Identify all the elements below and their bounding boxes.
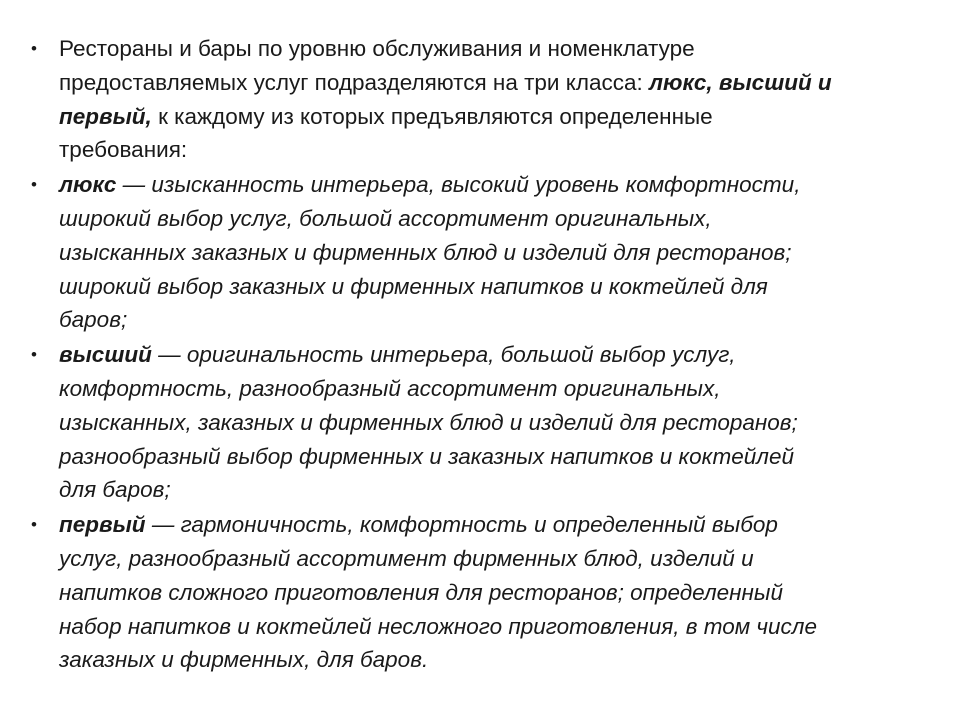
text-line <box>59 303 931 337</box>
text-segment: широкий выбор заказных и фирменных напитков и коктейлей для <box>59 273 768 299</box>
text-line <box>59 473 931 507</box>
term-emphasis: люкс <box>59 172 117 198</box>
text-segment: заказных и фирменных, для баров. <box>59 647 429 673</box>
text-line <box>59 236 931 270</box>
text-line <box>59 32 931 66</box>
text-line <box>59 643 931 677</box>
text-line <box>59 372 931 406</box>
text-segment: — изысканность интерьера, высокий уровень комфортности, <box>116 172 801 198</box>
text-segment: комфортность, разнообразный ассортимент оригинальных, <box>59 375 721 401</box>
text-line <box>59 133 931 167</box>
term-emphasis: люкс, высший и <box>649 69 832 95</box>
text-segment: разнообразный выбор фирменных и заказных напитков и коктейлей <box>59 443 795 469</box>
text-segment: требования: <box>59 137 188 163</box>
bullet-dot-icon: • <box>31 175 37 195</box>
text-segment: — гармоничность, комфортность и определенный выбор <box>145 512 778 538</box>
text-segment: изысканных, заказных и фирменных блюд и изделий для ресторанов; <box>59 409 798 435</box>
text-line <box>59 610 931 644</box>
bullet-dot-icon: • <box>31 39 37 58</box>
term-emphasis: первый, <box>59 103 152 129</box>
bullet-item <box>31 32 931 167</box>
text-segment: предоставляемых услуг подразделяются на три класса: <box>59 69 649 95</box>
text-segment: услуг, разнообразный ассортимент фирменных блюд, изделий и <box>59 545 754 571</box>
text-line <box>59 406 931 440</box>
text-line <box>59 66 931 100</box>
term-emphasis: первый <box>59 512 146 538</box>
text-line <box>59 270 931 304</box>
bullet-list <box>31 32 931 678</box>
text-segment: набор напитков и коктейлей несложного приготовления, в том числе <box>59 613 818 639</box>
text-segment: изысканных заказных и фирменных блюд и изделий для ресторанов; <box>59 239 792 265</box>
bullet-item <box>31 168 931 337</box>
bullet-dot-icon: • <box>31 515 37 535</box>
text-line <box>59 576 931 610</box>
term-emphasis: высший <box>59 342 152 368</box>
text-segment: к каждому из которых предъявляются определенные <box>151 103 713 129</box>
bullet-dot-icon: • <box>31 345 37 365</box>
text-segment: для баров; <box>59 477 171 503</box>
text-segment: широкий выбор услуг, большой ассортимент оригинальных, <box>59 205 712 231</box>
text-line <box>59 100 931 134</box>
text-line <box>59 542 931 576</box>
text-segment: напитков сложного приготовления для ресторанов; определенный <box>59 579 783 605</box>
text-segment: — оригинальность интерьера, большой выбор услуг, <box>151 342 736 368</box>
text-line <box>59 508 931 542</box>
text-line <box>59 202 931 236</box>
text-line <box>59 168 931 202</box>
bullet-item <box>31 508 931 677</box>
bullet-item <box>31 338 931 507</box>
text-segment: баров; <box>59 307 128 333</box>
text-line <box>59 440 931 474</box>
text-line <box>59 338 931 372</box>
text-segment: Рестораны и бары по уровню обслуживания и номенклатуре <box>59 36 695 61</box>
